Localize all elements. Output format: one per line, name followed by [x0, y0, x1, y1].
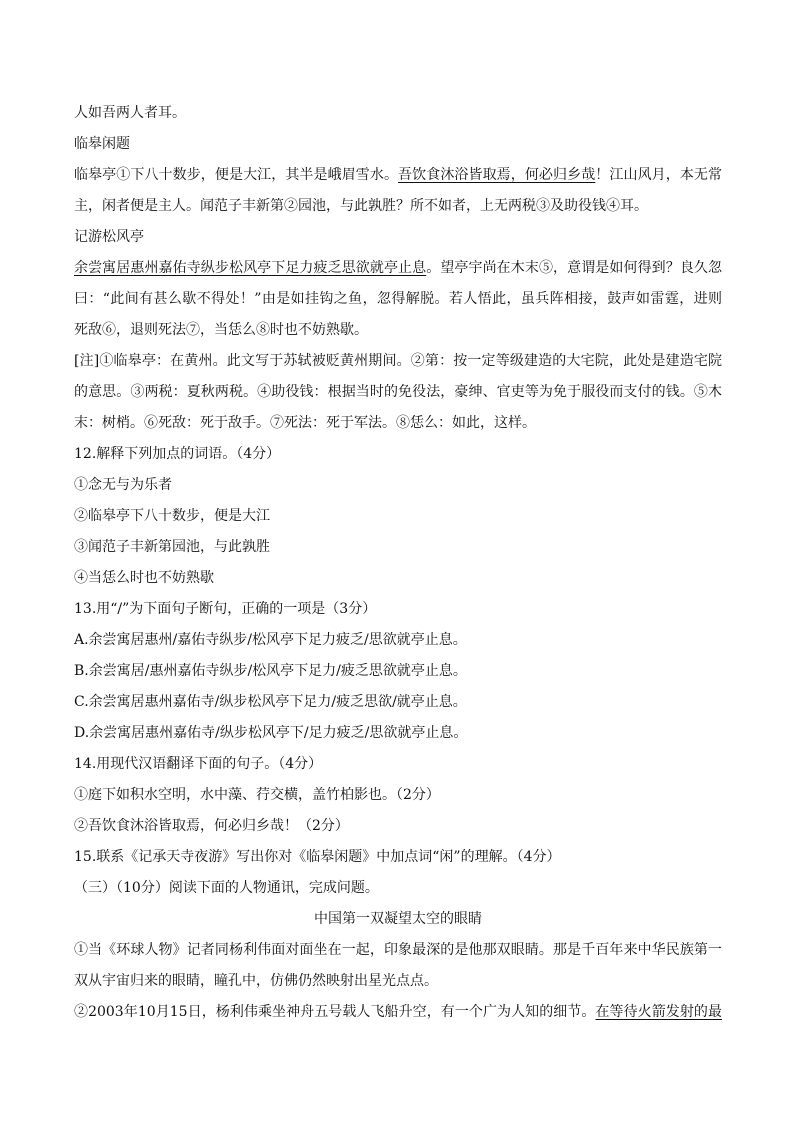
question-item: ④当恁么时也不妨熟歇 — [74, 570, 214, 586]
option-c: C.余尝寓居惠州嘉佑寺/纵步松风亭下足力/疲乏思欲/就亭止息。 — [74, 694, 467, 710]
text-line: 曰：“此间有甚么歇不得处！”由是如挂钩之鱼，忽得解脱。若人悟此，虽兵阵相接，鼓声如雷霆，进则 — [74, 291, 722, 307]
text-line: 死敌⑥，退则死法⑦，当恁么⑧时也不妨熟歇。 — [74, 322, 368, 338]
section-heading: （三）（10分）阅读下面的人物通讯，完成问题。 — [74, 880, 379, 896]
option-a: A.余尝寓居惠州/嘉佑寺纵步/松风亭下足力疲乏/思欲就亭止息。 — [74, 632, 467, 648]
text-line: 主，闲者便是主人。闻范子丰新第②园池，与此孰胜？所不如者，上无两税③及助役钱④耳。 — [74, 198, 648, 214]
question-item: ②吾饮食沐浴皆取焉，何必归乡哉！（2分） — [74, 818, 349, 834]
question-item: ①庭下如积水空明，水中藻、荇交横，盖竹柏影也。（2分） — [74, 787, 440, 803]
underlined-text: 吾饮食沐浴皆取焉，何必归乡哉 — [398, 167, 596, 183]
note-line: 的意思。③两税：夏秋两税。④助役钱：根据当时的免役法，豪绅、官吏等为免于服役而支付的钱。⑤木 — [74, 384, 722, 400]
question-item: ①念无与为乐者 — [74, 477, 172, 493]
option-b: B.余尝寓居/惠州嘉佑寺纵步/松风亭下足力/疲乏思欲就亭止息。 — [74, 663, 467, 679]
question-15: 15.联系《记承天寺夜游》写出你对《临皋闲题》中加点词“闲”的理解。（4分） — [74, 849, 561, 865]
text-line — [74, 997, 722, 1028]
option-d: D.余尝寓居惠州嘉佑寺/纵步松风亭下/足力疲乏/思欲就亭止息。 — [74, 725, 468, 741]
question-item: ②临皋亭下八十数步，便是大江 — [74, 508, 270, 524]
underlined-text: 余尝寓居惠州嘉佑寺纵步松风亭下足力疲乏思欲就亭止息 — [74, 260, 427, 276]
document-page — [74, 98, 722, 1028]
section-heading: 记游松风亭 — [74, 229, 144, 245]
text-segment: ！江山风月，本无常 — [595, 167, 722, 183]
text-line: 人如吾两人者耳。 — [74, 105, 186, 121]
question-14: 14.用现代汉语翻译下面的句子。（4分） — [74, 756, 323, 772]
article-title: 中国第一双凝望太空的眼睛 — [314, 911, 482, 927]
note-line: [注]①临皋亭：在黄州。此文写于苏轼被贬黄州期间。②第：按一定等级建造的大宅院，此处是建造宅院 — [74, 353, 722, 369]
question-item: ③闻范子丰新第园池，与此孰胜 — [74, 539, 270, 555]
text-line: ①当《环球人物》记者同杨利伟面对面坐在一起，印象最深的是他那双眼睛。那是千百年来中华民族第一 — [74, 942, 722, 958]
text-segment: 。望亭宇尚在木末⑤，意谓是如何得到？良久忽 — [426, 260, 722, 276]
question-12: 12.解释下列加点的词语。（4分） — [74, 446, 281, 462]
note-line: 末：树梢。⑥死敌：死于敌手。⑦死法：死于军法。⑧恁么：如此，这样。 — [74, 415, 536, 431]
text-segment: 临皋亭①下八十数步，便是大江，其半是峨眉雪水。 — [74, 167, 399, 183]
text-segment: ②2003年10月15日，杨利伟乘坐神舟五号载人飞船升空，有一个广为人知的细节。 — [74, 1004, 596, 1020]
section-heading: 临皋闲题 — [74, 136, 130, 152]
text-line: 双从宇宙归来的眼睛，瞳孔中，仿佛仍然映射出星光点点。 — [74, 973, 438, 989]
underlined-text: 在等待火箭发射的最 — [595, 1004, 722, 1020]
question-13: 13.用“/”为下面句子断句，正确的一项是（3分） — [74, 601, 377, 617]
text-line — [74, 160, 722, 191]
text-line — [74, 253, 722, 284]
